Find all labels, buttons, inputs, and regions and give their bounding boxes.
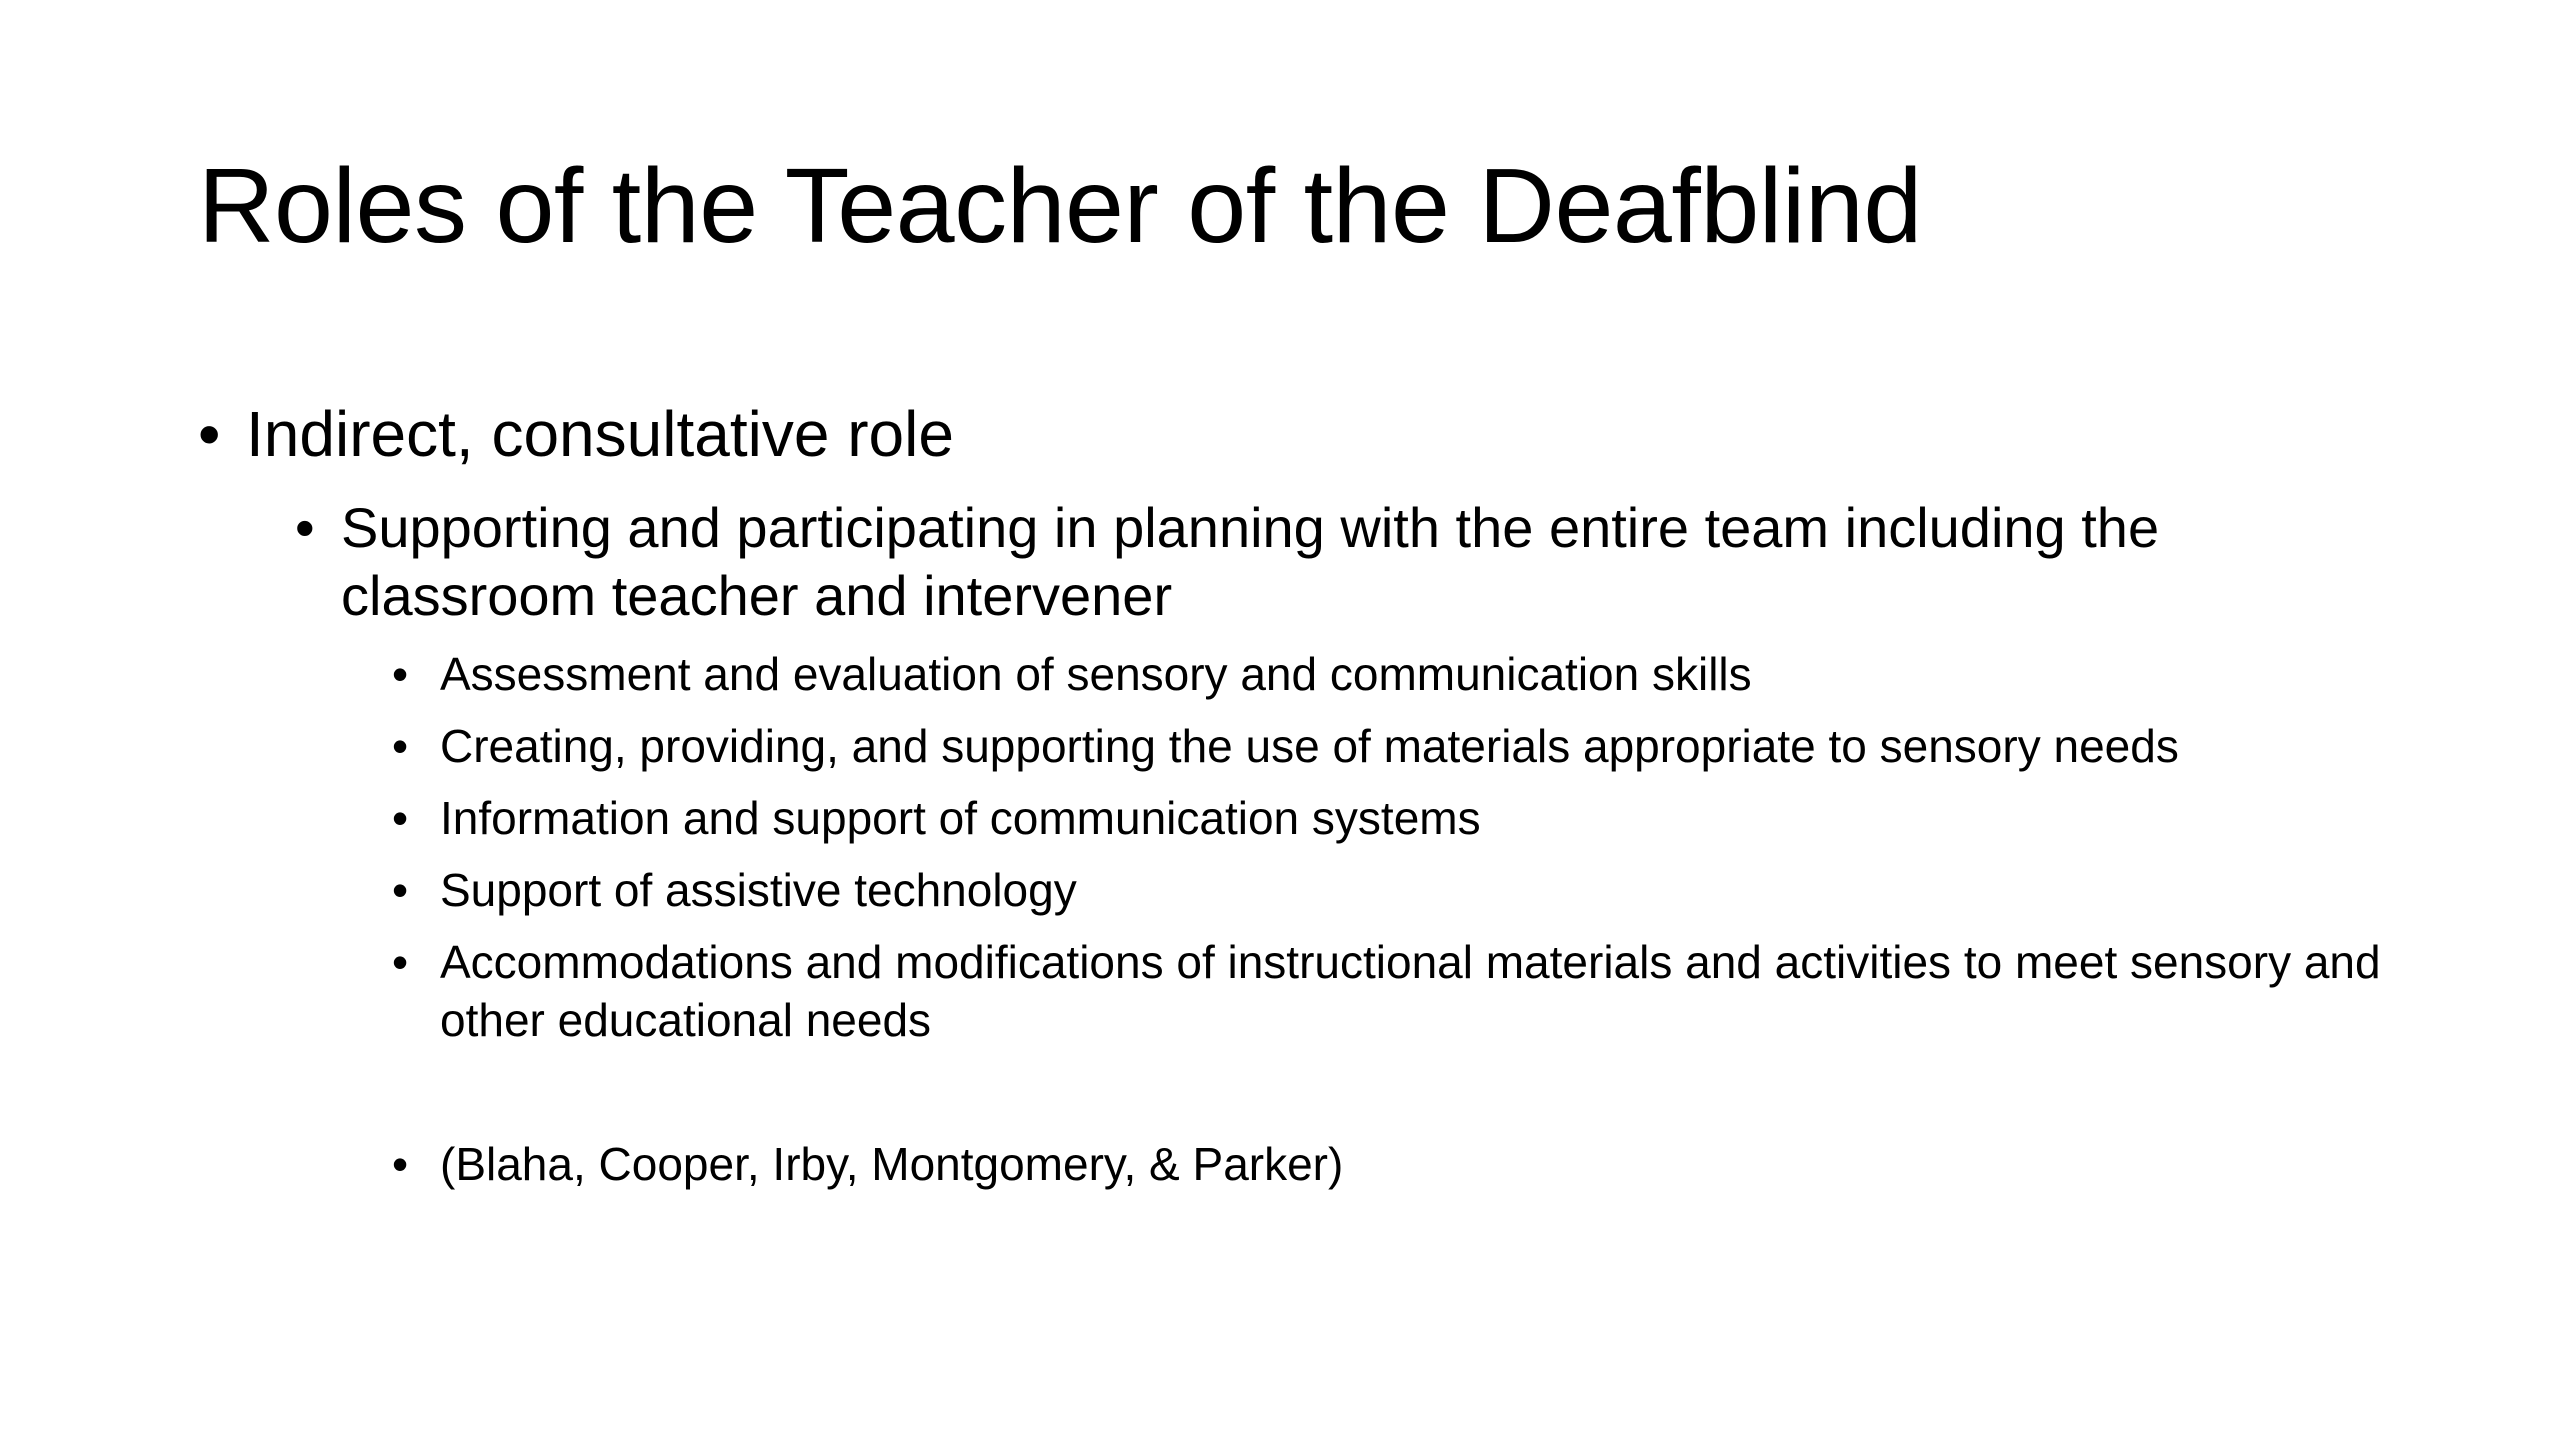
bullet-text: Indirect, consultative role <box>246 398 954 470</box>
bullet-level3-materials <box>392 718 2382 776</box>
bullet-icon: • <box>392 648 409 700</box>
bullet-text: Support of assistive technology <box>440 864 1077 916</box>
bullet-level3-accommodations <box>392 934 2382 1049</box>
slide-title: Roles of the Teacher of the Deafblind <box>198 147 1922 265</box>
bullet-icon: • <box>392 1138 409 1190</box>
bullet-icon: • <box>392 720 409 772</box>
bullet-text: Assessment and evaluation of sensory and communication skills <box>440 648 1752 700</box>
bullet-level3-communication <box>392 790 2382 848</box>
bullet-level3-citation <box>392 1136 2382 1194</box>
bullet-level1 <box>198 396 2398 473</box>
bullet-level3-assessment <box>392 646 2382 704</box>
bullet-level2 <box>295 494 2375 631</box>
bullet-text: Creating, providing, and supporting the use of materials appropriate to sensory needs <box>440 720 2179 772</box>
citation-text: (Blaha, Cooper, Irby, Montgomery, & Parker) <box>440 1138 1344 1190</box>
bullet-level3-assistive-tech <box>392 862 2382 920</box>
bullet-icon: • <box>392 936 409 988</box>
bullet-icon: • <box>392 864 409 916</box>
bullet-text: Supporting and participating in planning with the entire team including the classroom teacher and intervener <box>341 496 2160 628</box>
bullet-icon: • <box>198 398 221 470</box>
bullet-text: Information and support of communication systems <box>440 792 1481 844</box>
bullet-text: Accommodations and modifications of instructional materials and activities to meet sensory and other educational needs <box>440 936 2381 1046</box>
bullet-icon: • <box>392 792 409 844</box>
bullet-icon: • <box>295 496 315 559</box>
